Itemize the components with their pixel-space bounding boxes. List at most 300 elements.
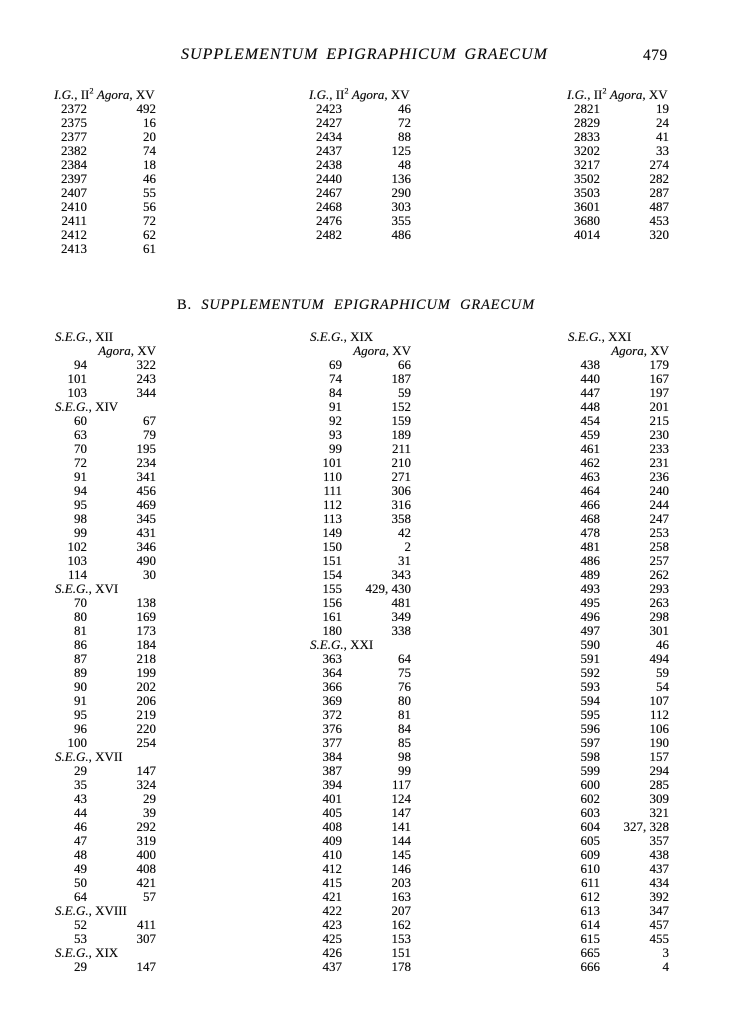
ref-number: 615 bbox=[580, 931, 600, 946]
agora-number: 347 bbox=[649, 903, 669, 918]
ref-number: 43 bbox=[74, 791, 87, 806]
ref-number: 2821 bbox=[574, 101, 600, 116]
ref-number: 3202 bbox=[574, 143, 600, 158]
agora-number: 190 bbox=[649, 735, 669, 750]
table-row bbox=[309, 228, 411, 242]
agora-number: 57 bbox=[143, 889, 156, 904]
table-row bbox=[567, 904, 669, 918]
ref-number: 2482 bbox=[316, 227, 342, 242]
table-row bbox=[567, 386, 669, 400]
table-row bbox=[54, 414, 156, 428]
ref-number: 598 bbox=[580, 749, 600, 764]
ref-number: 98 bbox=[74, 511, 87, 526]
agora-number: 453 bbox=[649, 213, 669, 228]
table-row bbox=[309, 834, 411, 848]
agora-number: 456 bbox=[136, 483, 156, 498]
ref-number: 91 bbox=[74, 693, 87, 708]
table-row bbox=[54, 540, 156, 554]
table-row bbox=[54, 624, 156, 638]
ref-number: 3502 bbox=[574, 171, 600, 186]
ref-number: 53 bbox=[74, 931, 87, 946]
agora-number: 338 bbox=[391, 623, 411, 638]
table-row bbox=[567, 694, 669, 708]
ref-number: 2413 bbox=[61, 241, 87, 256]
seg-volume-header: S.E.G., XIX bbox=[310, 329, 374, 344]
agora-number: 437 bbox=[649, 861, 669, 876]
ref-number: 495 bbox=[580, 595, 600, 610]
ref-number: 422 bbox=[322, 903, 342, 918]
agora-number: 18 bbox=[143, 157, 156, 172]
table-row bbox=[567, 526, 669, 540]
table-row bbox=[567, 554, 669, 568]
table-row bbox=[309, 680, 411, 694]
ref-number: 614 bbox=[580, 917, 600, 932]
ref-number: 94 bbox=[74, 483, 87, 498]
page-number: 479 bbox=[643, 47, 668, 64]
agora-number: 2 bbox=[404, 539, 411, 554]
table-row bbox=[567, 372, 669, 386]
agora-number: 187 bbox=[391, 371, 411, 386]
table-row bbox=[567, 848, 669, 862]
table-row bbox=[567, 638, 669, 652]
ref-number: 426 bbox=[322, 945, 342, 960]
agora-number: 455 bbox=[649, 931, 669, 946]
agora-number: 282 bbox=[649, 171, 669, 186]
ref-number: 2397 bbox=[61, 171, 87, 186]
agora-number: 72 bbox=[143, 213, 156, 228]
agora-number: 199 bbox=[136, 665, 156, 680]
ref-number: 90 bbox=[74, 679, 87, 694]
agora-number: 30 bbox=[143, 567, 156, 582]
table-row bbox=[567, 400, 669, 414]
agora-number: 301 bbox=[649, 623, 669, 638]
table-row bbox=[54, 778, 156, 792]
agora-number: 243 bbox=[136, 371, 156, 386]
table-row bbox=[309, 904, 411, 918]
agora-number: 20 bbox=[143, 129, 156, 144]
ref-number: 103 bbox=[67, 385, 87, 400]
seg-volume-header: S.E.G., XIX bbox=[55, 945, 119, 960]
table-row bbox=[309, 414, 411, 428]
agora-number: 344 bbox=[136, 385, 156, 400]
table-row bbox=[309, 568, 411, 582]
agora-number: 179 bbox=[649, 357, 669, 372]
ref-number: 69 bbox=[329, 357, 342, 372]
ref-number: 2375 bbox=[61, 115, 87, 130]
table-row bbox=[309, 666, 411, 680]
column-header: I.G., $II^2$ Agora, XV bbox=[567, 85, 668, 102]
concordance-column-seg-1 bbox=[54, 330, 156, 974]
ref-number: 2434 bbox=[316, 129, 342, 144]
table-row bbox=[309, 372, 411, 386]
ref-number: 447 bbox=[580, 385, 600, 400]
table-row bbox=[567, 414, 669, 428]
agora-number: 457 bbox=[649, 917, 669, 932]
table-row bbox=[567, 610, 669, 624]
agora-number: 324 bbox=[136, 777, 156, 792]
agora-number: 19 bbox=[656, 101, 669, 116]
agora-number: 234 bbox=[136, 455, 156, 470]
ref-number: 180 bbox=[322, 623, 342, 638]
agora-number: 341 bbox=[136, 469, 156, 484]
ref-number: 481 bbox=[580, 539, 600, 554]
ref-number: 52 bbox=[74, 917, 87, 932]
table-row bbox=[309, 102, 411, 116]
table-row bbox=[309, 610, 411, 624]
table-row bbox=[309, 736, 411, 750]
table-row bbox=[567, 484, 669, 498]
ref-number: 2438 bbox=[316, 157, 342, 172]
ref-number: 72 bbox=[74, 455, 87, 470]
agora-number: 492 bbox=[136, 101, 156, 116]
agora-number: 290 bbox=[391, 185, 411, 200]
agora-number: 307 bbox=[136, 931, 156, 946]
table-row bbox=[309, 918, 411, 932]
table-row bbox=[54, 932, 156, 946]
ref-number: 493 bbox=[580, 581, 600, 596]
table-row bbox=[567, 102, 669, 116]
ref-number: 612 bbox=[580, 889, 600, 904]
table-row bbox=[309, 750, 411, 764]
ref-number: 454 bbox=[580, 413, 600, 428]
ref-number: 425 bbox=[322, 931, 342, 946]
seg-volume-header: S.E.G., XXI bbox=[310, 637, 374, 652]
table-row bbox=[567, 764, 669, 778]
agora-number: 258 bbox=[649, 539, 669, 554]
table-row bbox=[54, 596, 156, 610]
table-row bbox=[54, 102, 156, 116]
ref-number: 421 bbox=[322, 889, 342, 904]
ref-number: 4014 bbox=[574, 227, 600, 242]
table-row bbox=[567, 358, 669, 372]
agora-number: 220 bbox=[136, 721, 156, 736]
agora-number: 431 bbox=[136, 525, 156, 540]
ref-number: 590 bbox=[580, 637, 600, 652]
table-row bbox=[54, 498, 156, 512]
table-row bbox=[54, 512, 156, 526]
seg-volume-header: S.E.G., XIV bbox=[55, 399, 119, 414]
ref-number: 110 bbox=[322, 469, 342, 484]
ref-number: 3503 bbox=[574, 185, 600, 200]
table-row bbox=[54, 242, 156, 256]
agora-number: 486 bbox=[391, 227, 411, 242]
agora-number: 162 bbox=[391, 917, 411, 932]
table-row bbox=[54, 386, 156, 400]
table-row bbox=[54, 428, 156, 442]
table-row bbox=[567, 172, 669, 186]
table-row bbox=[54, 372, 156, 386]
table-row bbox=[567, 820, 669, 834]
table-row bbox=[54, 228, 156, 242]
ref-number: 112 bbox=[322, 497, 342, 512]
ref-number: 3601 bbox=[574, 199, 600, 214]
ref-number: 99 bbox=[329, 441, 342, 456]
agora-number: 230 bbox=[649, 427, 669, 442]
ref-number: 100 bbox=[67, 735, 87, 750]
ref-number: 47 bbox=[74, 833, 87, 848]
table-row bbox=[567, 932, 669, 946]
concordance-column-seg-2 bbox=[309, 330, 411, 974]
ref-number: 86 bbox=[74, 637, 87, 652]
table-row bbox=[567, 736, 669, 750]
ref-number: 2410 bbox=[61, 199, 87, 214]
table-row bbox=[54, 610, 156, 624]
agora-number: 253 bbox=[649, 525, 669, 540]
ref-number: 609 bbox=[580, 847, 600, 862]
ref-number: 410 bbox=[322, 847, 342, 862]
agora-number: 29 bbox=[143, 791, 156, 806]
agora-number: 66 bbox=[398, 357, 411, 372]
agora-number: 46 bbox=[143, 171, 156, 186]
ref-number: 459 bbox=[580, 427, 600, 442]
table-row bbox=[567, 862, 669, 876]
agora-number: 16 bbox=[143, 115, 156, 130]
agora-number: 207 bbox=[391, 903, 411, 918]
agora-number: 39 bbox=[143, 805, 156, 820]
ref-number: 3217 bbox=[574, 157, 600, 172]
ref-number: 592 bbox=[580, 665, 600, 680]
agora-number: 349 bbox=[391, 609, 411, 624]
ref-number: 154 bbox=[322, 567, 342, 582]
ref-number: 604 bbox=[580, 819, 600, 834]
agora-number: 24 bbox=[656, 115, 669, 130]
table-row bbox=[54, 116, 156, 130]
ref-number: 44 bbox=[74, 805, 87, 820]
table-row bbox=[309, 172, 411, 186]
table-row bbox=[567, 158, 669, 172]
agora-number: 274 bbox=[649, 157, 669, 172]
table-row bbox=[54, 130, 156, 144]
ref-number: 603 bbox=[580, 805, 600, 820]
table-row bbox=[309, 470, 411, 484]
table-row bbox=[54, 918, 156, 932]
ref-number: 613 bbox=[580, 903, 600, 918]
agora-number: 79 bbox=[143, 427, 156, 442]
table-row bbox=[54, 890, 156, 904]
agora-number: 298 bbox=[649, 609, 669, 624]
concordance-column-ig-2 bbox=[309, 85, 411, 242]
table-row bbox=[309, 386, 411, 400]
agora-number: 64 bbox=[398, 651, 411, 666]
table-row bbox=[309, 848, 411, 862]
table-row bbox=[309, 806, 411, 820]
agora-number: 357 bbox=[649, 833, 669, 848]
agora-number: 292 bbox=[136, 819, 156, 834]
agora-number: 54 bbox=[656, 679, 669, 694]
agora-number: 487 bbox=[649, 199, 669, 214]
agora-number: 233 bbox=[649, 441, 669, 456]
agora-number: 327, 328 bbox=[623, 819, 669, 834]
ref-number: 596 bbox=[580, 721, 600, 736]
ref-number: 497 bbox=[580, 623, 600, 638]
table-row bbox=[567, 876, 669, 890]
agora-number: 72 bbox=[398, 115, 411, 130]
table-row bbox=[309, 596, 411, 610]
agora-number: 146 bbox=[391, 861, 411, 876]
ref-number: 610 bbox=[580, 861, 600, 876]
ref-number: 2384 bbox=[61, 157, 87, 172]
table-row bbox=[567, 778, 669, 792]
table-row bbox=[567, 918, 669, 932]
table-row bbox=[54, 792, 156, 806]
ref-number: 415 bbox=[322, 875, 342, 890]
agora-number: 306 bbox=[391, 483, 411, 498]
agora-number: 203 bbox=[391, 875, 411, 890]
ref-number: 468 bbox=[580, 511, 600, 526]
agora-number: 210 bbox=[391, 455, 411, 470]
agora-number: 481 bbox=[391, 595, 411, 610]
seg-volume-header: S.E.G., XVII bbox=[55, 749, 123, 764]
ref-number: 440 bbox=[580, 371, 600, 386]
table-row bbox=[567, 228, 669, 242]
agora-number: 62 bbox=[143, 227, 156, 242]
agora-number: 438 bbox=[649, 847, 669, 862]
table-row bbox=[54, 848, 156, 862]
ref-number: 408 bbox=[322, 819, 342, 834]
ref-number: 448 bbox=[580, 399, 600, 414]
ref-number: 387 bbox=[322, 763, 342, 778]
table-row bbox=[567, 498, 669, 512]
table-row bbox=[567, 890, 669, 904]
table-row bbox=[567, 666, 669, 680]
agora-number: 211 bbox=[391, 441, 411, 456]
ref-number: 113 bbox=[322, 511, 342, 526]
table-row bbox=[567, 834, 669, 848]
ref-number: 95 bbox=[74, 497, 87, 512]
table-row bbox=[309, 652, 411, 666]
agora-number: 197 bbox=[649, 385, 669, 400]
agora-number: 31 bbox=[398, 553, 411, 568]
agora-number: 321 bbox=[649, 805, 669, 820]
ref-number: 412 bbox=[322, 861, 342, 876]
table-row bbox=[54, 680, 156, 694]
table-row bbox=[54, 526, 156, 540]
ref-number: 111 bbox=[323, 483, 342, 498]
table-row bbox=[54, 158, 156, 172]
table-row bbox=[309, 442, 411, 456]
agora-number: 46 bbox=[656, 637, 669, 652]
ref-number: 423 bbox=[322, 917, 342, 932]
table-row bbox=[54, 862, 156, 876]
seg-volume-header: S.E.G., XXI bbox=[568, 329, 632, 344]
table-row bbox=[309, 554, 411, 568]
ref-number: 666 bbox=[580, 959, 600, 974]
table-row bbox=[54, 554, 156, 568]
ref-number: 87 bbox=[74, 651, 87, 666]
agora-number: 358 bbox=[391, 511, 411, 526]
agora-number: 107 bbox=[649, 693, 669, 708]
ref-number: 91 bbox=[74, 469, 87, 484]
ref-number: 611 bbox=[580, 875, 600, 890]
table-row bbox=[309, 960, 411, 974]
ref-number: 461 bbox=[580, 441, 600, 456]
table-row bbox=[567, 652, 669, 666]
section-b-heading bbox=[0, 297, 712, 314]
ref-number: 50 bbox=[74, 875, 87, 890]
agora-number: 271 bbox=[391, 469, 411, 484]
table-row bbox=[567, 946, 669, 960]
agora-number: 173 bbox=[136, 623, 156, 638]
agora-number: 320 bbox=[649, 227, 669, 242]
table-row bbox=[309, 694, 411, 708]
table-row bbox=[309, 428, 411, 442]
agora-number: 263 bbox=[649, 595, 669, 610]
agora-number: 469 bbox=[136, 497, 156, 512]
ref-number: 372 bbox=[322, 707, 342, 722]
agora-number: 285 bbox=[649, 777, 669, 792]
agora-number: 240 bbox=[649, 483, 669, 498]
agora-number: 322 bbox=[136, 357, 156, 372]
agora-number: 184 bbox=[136, 637, 156, 652]
table-row bbox=[309, 876, 411, 890]
agora-number: 112 bbox=[649, 707, 669, 722]
table-row bbox=[54, 652, 156, 666]
table-row bbox=[309, 778, 411, 792]
section-b-title: SUPPLEMENTUM EPIGRAPHICUM GRAECUM bbox=[201, 297, 535, 313]
ref-number: 2412 bbox=[61, 227, 87, 242]
ref-number: 2467 bbox=[316, 185, 342, 200]
seg-volume-header: S.E.G., XVI bbox=[55, 581, 119, 596]
agora-number: 303 bbox=[391, 199, 411, 214]
table-row bbox=[309, 116, 411, 130]
table-row bbox=[54, 358, 156, 372]
ref-number: 74 bbox=[329, 371, 342, 386]
table-row bbox=[567, 214, 669, 228]
ref-number: 3680 bbox=[574, 213, 600, 228]
table-row bbox=[567, 722, 669, 736]
ref-number: 2440 bbox=[316, 171, 342, 186]
table-row bbox=[567, 116, 669, 130]
ref-number: 409 bbox=[322, 833, 342, 848]
agora-number: 257 bbox=[649, 553, 669, 568]
agora-number: 400 bbox=[136, 847, 156, 862]
ref-number: 600 bbox=[580, 777, 600, 792]
ref-number: 70 bbox=[74, 441, 87, 456]
agora-number: 75 bbox=[398, 665, 411, 680]
ref-number: 591 bbox=[580, 651, 600, 666]
seg-volume-header: S.E.G., XII bbox=[55, 329, 114, 344]
ref-number: 29 bbox=[74, 959, 87, 974]
table-row bbox=[54, 470, 156, 484]
ref-number: 161 bbox=[322, 609, 342, 624]
ref-number: 2476 bbox=[316, 213, 342, 228]
table-row bbox=[567, 512, 669, 526]
agora-number: 55 bbox=[143, 185, 156, 200]
ref-number: 384 bbox=[322, 749, 342, 764]
agora-number: 98 bbox=[398, 749, 411, 764]
agora-column-label: Agora, XV bbox=[98, 343, 156, 358]
ref-number: 595 bbox=[580, 707, 600, 722]
ref-number: 2423 bbox=[316, 101, 342, 116]
table-row bbox=[54, 694, 156, 708]
table-row bbox=[54, 834, 156, 848]
agora-number: 85 bbox=[398, 735, 411, 750]
table-row bbox=[567, 144, 669, 158]
agora-number: 81 bbox=[398, 707, 411, 722]
ref-number: 405 bbox=[322, 805, 342, 820]
concordance-column-ig-1 bbox=[54, 85, 156, 256]
agora-number: 355 bbox=[391, 213, 411, 228]
agora-number: 189 bbox=[391, 427, 411, 442]
agora-number: 202 bbox=[136, 679, 156, 694]
ref-number: 70 bbox=[74, 595, 87, 610]
table-row bbox=[567, 680, 669, 694]
agora-number: 345 bbox=[136, 511, 156, 526]
table-row bbox=[309, 764, 411, 778]
table-row bbox=[54, 736, 156, 750]
agora-number: 88 bbox=[398, 129, 411, 144]
table-row bbox=[567, 750, 669, 764]
